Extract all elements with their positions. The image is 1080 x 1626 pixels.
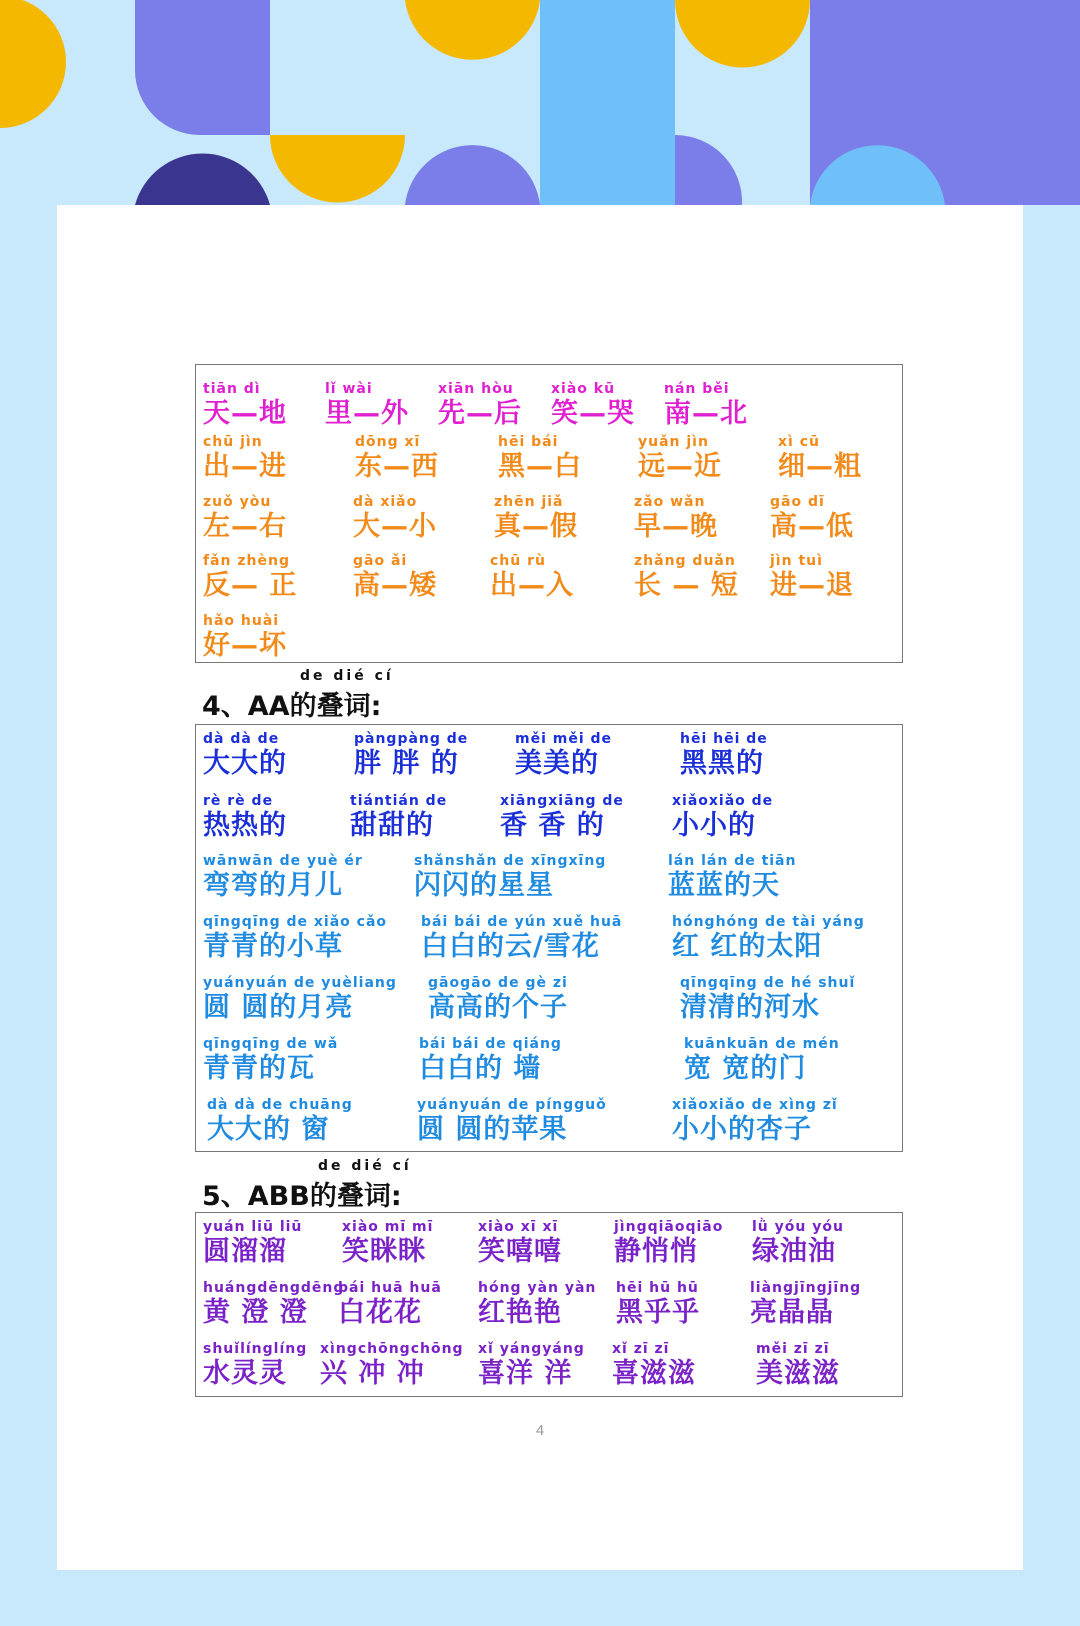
abb-word-pinyin: hēi hū hū	[616, 1280, 699, 1296]
aa-word-pinyin: hēi hēi de	[680, 731, 768, 747]
antonym-pair-characters: 天—地	[203, 398, 287, 429]
abb-word-characters: 黄 澄 澄	[203, 1297, 308, 1328]
aa-word-pinyin: lán lán de tiān	[668, 853, 797, 869]
aa-word-characters: 清清的河水	[680, 992, 820, 1023]
antonym-pair-characters: 笑—哭	[551, 398, 635, 429]
antonym-pair-item	[203, 612, 287, 662]
aa-word-pinyin: dà dà de	[203, 731, 280, 747]
antonym-pair-pinyin: zhǎng duǎn	[634, 553, 736, 569]
aa-word-characters: 大大的 窗	[207, 1114, 330, 1145]
section-5-heading-pinyin: de dié cí	[318, 1158, 412, 1174]
antonym-pair-item	[325, 380, 409, 430]
aa-word-pinyin: xiǎoxiǎo de xìng zǐ	[672, 1097, 838, 1113]
aa-word-pinyin: kuānkuān de mén	[684, 1036, 840, 1052]
antonym-pair-item	[664, 380, 748, 430]
abb-word-pinyin: shuǐlínglíng	[203, 1341, 308, 1357]
aa-word-characters: 黑黑的	[680, 748, 764, 779]
aa-word-item	[203, 1035, 338, 1085]
antonym-pair-pinyin: fǎn zhèng	[203, 553, 290, 569]
aa-word-item	[203, 913, 387, 963]
antonym-pair-item	[498, 433, 582, 483]
antonym-pair-pinyin: xiān hòu	[438, 381, 514, 397]
aa-word-characters: 高高的个子	[428, 992, 568, 1023]
aa-word-item	[207, 1096, 353, 1146]
aa-word-characters: 圆 圆的苹果	[417, 1114, 568, 1145]
abb-word-item	[338, 1279, 442, 1329]
abb-word-item	[756, 1340, 840, 1390]
aa-word-item	[203, 852, 363, 902]
abb-word-characters: 兴 冲 冲	[320, 1358, 425, 1389]
antonym-pair-characters: 早—晚	[634, 511, 718, 542]
aa-word-pinyin: gāogāo de gè zi	[428, 975, 568, 991]
section-4-heading-title: 4、AA的叠词:	[202, 691, 382, 722]
aa-word-characters: 美美的	[515, 748, 599, 779]
aa-word-pinyin: qīngqīng de hé shuǐ	[680, 975, 856, 991]
antonym-pair-characters: 东—西	[355, 451, 439, 482]
antonym-pair-item	[778, 433, 862, 483]
antonym-pair-pinyin: jìn tuì	[770, 553, 823, 569]
antonym-pair-item	[203, 433, 287, 483]
aa-word-pinyin: qīngqīng de xiǎo cǎo	[203, 914, 388, 930]
abb-word-characters: 红艳艳	[478, 1297, 562, 1328]
aa-word-item	[515, 730, 612, 780]
antonym-pair-pinyin: zuǒ yòu	[203, 494, 272, 510]
aa-word-item	[417, 1096, 607, 1146]
aa-word-item	[421, 913, 622, 963]
section-5-heading-title: 5、ABB的叠词:	[202, 1181, 402, 1212]
aa-word-characters: 甜甜的	[350, 810, 434, 841]
abb-word-item	[203, 1340, 307, 1390]
abb-word-characters: 喜滋滋	[612, 1358, 696, 1389]
abb-word-item	[478, 1340, 585, 1390]
antonym-pair-item	[490, 552, 574, 602]
antonym-pair-pinyin: chū rù	[490, 553, 546, 569]
antonym-pair-item	[634, 493, 718, 543]
aa-word-pinyin: xiǎoxiǎo de	[672, 793, 774, 809]
antonym-pair-pinyin: zǎo wǎn	[634, 494, 706, 510]
antonym-pair-pinyin: gāo ǎi	[353, 553, 408, 569]
aa-word-characters: 青青的小草	[203, 931, 343, 962]
antonym-pair-pinyin: xiào kū	[551, 381, 616, 397]
aa-word-pinyin: yuányuán de píngguǒ	[417, 1097, 607, 1113]
abb-word-characters: 亮晶晶	[750, 1297, 834, 1328]
section-5-heading	[202, 1158, 502, 1210]
antonym-pair-characters: 先—后	[438, 398, 522, 429]
aa-word-item	[672, 1096, 838, 1146]
aa-word-characters: 白白的云/雪花	[421, 931, 600, 962]
aa-word-characters: 小小的	[672, 810, 756, 841]
antonym-pair-item	[634, 552, 739, 602]
aa-word-characters: 热热的	[203, 810, 287, 841]
abb-word-characters: 绿油油	[752, 1236, 836, 1267]
abb-word-item	[203, 1279, 344, 1329]
antonym-pair-pinyin: hǎo huài	[203, 613, 280, 629]
antonym-pair-pinyin: yuǎn jìn	[638, 434, 709, 450]
abb-word-pinyin: jìngqiāoqiāo	[614, 1219, 724, 1235]
antonym-pair-pinyin: xì cū	[778, 434, 820, 450]
abb-word-item	[320, 1340, 464, 1390]
aa-word-item	[203, 974, 397, 1024]
abb-word-pinyin: liàngjīngjīng	[750, 1280, 862, 1296]
antonym-pair-characters: 高—低	[770, 511, 854, 542]
antonym-pair-item	[203, 552, 297, 602]
aa-word-pinyin: shǎnshǎn de xīngxīng	[414, 853, 607, 869]
antonym-pair-item	[355, 433, 439, 483]
antonym-pair-characters: 黑—白	[498, 451, 582, 482]
aa-word-pinyin: hónghóng de tài yáng	[672, 914, 865, 930]
antonym-pair-item	[494, 493, 578, 543]
abb-word-pinyin: xiào mī mī	[342, 1219, 434, 1235]
antonym-pair-characters: 细—粗	[778, 451, 862, 482]
antonym-pair-item	[353, 493, 437, 543]
abb-word-pinyin: huángdēngdēng	[203, 1280, 345, 1296]
abb-word-characters: 静悄悄	[614, 1236, 698, 1267]
section-4-heading	[202, 668, 502, 720]
aa-word-item	[414, 852, 606, 902]
aa-word-item	[500, 792, 624, 842]
abb-word-pinyin: bái huā huā	[338, 1280, 442, 1296]
aa-word-item	[680, 730, 768, 780]
abb-word-pinyin: xǐ yángyáng	[478, 1341, 585, 1357]
aa-word-pinyin: měi měi de	[515, 731, 613, 747]
aa-word-pinyin: tiántián de	[350, 793, 448, 809]
antonym-pair-characters: 长 — 短	[634, 570, 739, 601]
aa-word-item	[354, 730, 468, 780]
antonym-pair-characters: 里—外	[325, 398, 409, 429]
abb-word-pinyin: lǜ yóu yóu	[752, 1219, 844, 1235]
aa-word-item	[428, 974, 568, 1024]
aa-word-characters: 宽 宽的门	[684, 1053, 807, 1084]
abb-word-characters: 水灵灵	[203, 1358, 287, 1389]
abb-word-pinyin: xǐ zī zī	[612, 1341, 670, 1357]
antonym-pair-item	[770, 552, 854, 602]
aa-word-item	[672, 792, 773, 842]
antonym-pair-characters: 大—小	[353, 511, 437, 542]
antonym-pair-characters: 远—近	[638, 451, 722, 482]
antonym-pair-pinyin: dà xiǎo	[353, 494, 418, 510]
abb-word-characters: 笑嘻嘻	[478, 1236, 562, 1267]
abb-word-item	[478, 1279, 596, 1329]
abb-word-item	[750, 1279, 861, 1329]
abb-word-characters: 白花花	[338, 1297, 422, 1328]
aa-word-characters: 白白的 墙	[419, 1053, 542, 1084]
decorative-header-shapes	[0, 0, 1080, 205]
antonym-pair-item	[203, 493, 287, 543]
aa-word-pinyin: wānwān de yuè ér	[203, 853, 363, 869]
abb-word-characters: 圆溜溜	[203, 1236, 287, 1267]
page-number: 4	[535, 1422, 545, 1439]
aa-word-pinyin: bái bái de qiáng	[419, 1036, 562, 1052]
abb-word-characters: 美滋滋	[756, 1358, 840, 1389]
aa-word-item	[684, 1035, 840, 1085]
antonym-pair-characters: 进—退	[770, 570, 854, 601]
abb-word-item	[614, 1218, 723, 1268]
antonym-pair-pinyin: lǐ wài	[325, 381, 373, 397]
antonym-pair-item	[353, 552, 437, 602]
aa-word-characters: 圆 圆的月亮	[203, 992, 354, 1023]
aa-word-characters: 胖 胖 的	[354, 748, 459, 779]
aa-word-characters: 蓝蓝的天	[668, 870, 780, 901]
abb-word-item	[203, 1218, 302, 1268]
abb-word-pinyin: xiào xī xī	[478, 1219, 559, 1235]
abb-word-item	[342, 1218, 433, 1268]
antonym-pair-characters: 好—坏	[203, 630, 287, 661]
antonym-pair-pinyin: dōng xī	[355, 434, 421, 450]
antonym-pair-characters: 南—北	[664, 398, 748, 429]
antonym-pair-pinyin: chū jìn	[203, 434, 263, 450]
antonym-pair-characters: 左—右	[203, 511, 287, 542]
aa-word-pinyin: xiāngxiāng de	[500, 793, 624, 809]
aa-word-item	[680, 974, 855, 1024]
antonym-pair-characters: 真—假	[494, 511, 578, 542]
aa-word-pinyin: yuányuán de yuèliang	[203, 975, 397, 991]
abb-word-item	[478, 1218, 562, 1268]
abb-word-characters: 笑眯眯	[342, 1236, 426, 1267]
abb-word-item	[752, 1218, 844, 1268]
aa-word-item	[203, 730, 287, 780]
abb-word-pinyin: yuán liū liū	[203, 1219, 303, 1235]
antonym-pair-item	[770, 493, 854, 543]
aa-word-item	[419, 1035, 562, 1085]
abb-word-item	[612, 1340, 696, 1390]
antonym-pair-item	[551, 380, 635, 430]
aa-word-characters: 弯弯的月儿	[203, 870, 343, 901]
abb-word-pinyin: hóng yàn yàn	[478, 1280, 597, 1296]
antonym-pair-item	[438, 380, 522, 430]
aa-word-item	[203, 792, 287, 842]
antonym-pair-pinyin: hēi bái	[498, 434, 559, 450]
aa-word-pinyin: pàngpàng de	[354, 731, 469, 747]
aa-word-pinyin: rè rè de	[203, 793, 274, 809]
antonym-pair-item	[203, 380, 287, 430]
section-4-heading-pinyin: de dié cí	[300, 668, 394, 684]
antonym-pair-characters: 高—矮	[353, 570, 437, 601]
aa-word-item	[668, 852, 796, 902]
antonym-pair-characters: 出—进	[203, 451, 287, 482]
aa-word-item	[350, 792, 447, 842]
aa-word-characters: 红 红的太阳	[672, 931, 823, 962]
aa-word-characters: 闪闪的星星	[414, 870, 554, 901]
abb-word-characters: 黑乎乎	[616, 1297, 700, 1328]
aa-word-characters: 大大的	[203, 748, 287, 779]
aa-word-characters: 香 香 的	[500, 810, 605, 841]
aa-word-characters: 小小的杏子	[672, 1114, 812, 1145]
antonym-pair-pinyin: nán běi	[664, 381, 730, 397]
aa-word-pinyin: bái bái de yún xuě huā	[421, 914, 623, 930]
abb-word-pinyin: měi zī zī	[756, 1341, 830, 1357]
aa-word-characters: 青青的瓦	[203, 1053, 315, 1084]
abb-word-item	[616, 1279, 700, 1329]
abb-word-pinyin: xìngchōngchōng	[320, 1341, 464, 1357]
antonym-pair-pinyin: zhēn jiǎ	[494, 494, 564, 510]
antonym-pair-pinyin: gāo dī	[770, 494, 825, 510]
aa-word-pinyin: qīngqīng de wǎ	[203, 1036, 339, 1052]
abb-word-characters: 喜洋 洋	[478, 1358, 573, 1389]
aa-word-item	[672, 913, 865, 963]
antonym-pair-pinyin: tiān dì	[203, 381, 261, 397]
antonym-pair-characters: 出—入	[490, 570, 574, 601]
antonym-pair-item	[638, 433, 722, 483]
antonym-pair-characters: 反— 正	[203, 570, 298, 601]
aa-word-pinyin: dà dà de chuāng	[207, 1097, 353, 1113]
